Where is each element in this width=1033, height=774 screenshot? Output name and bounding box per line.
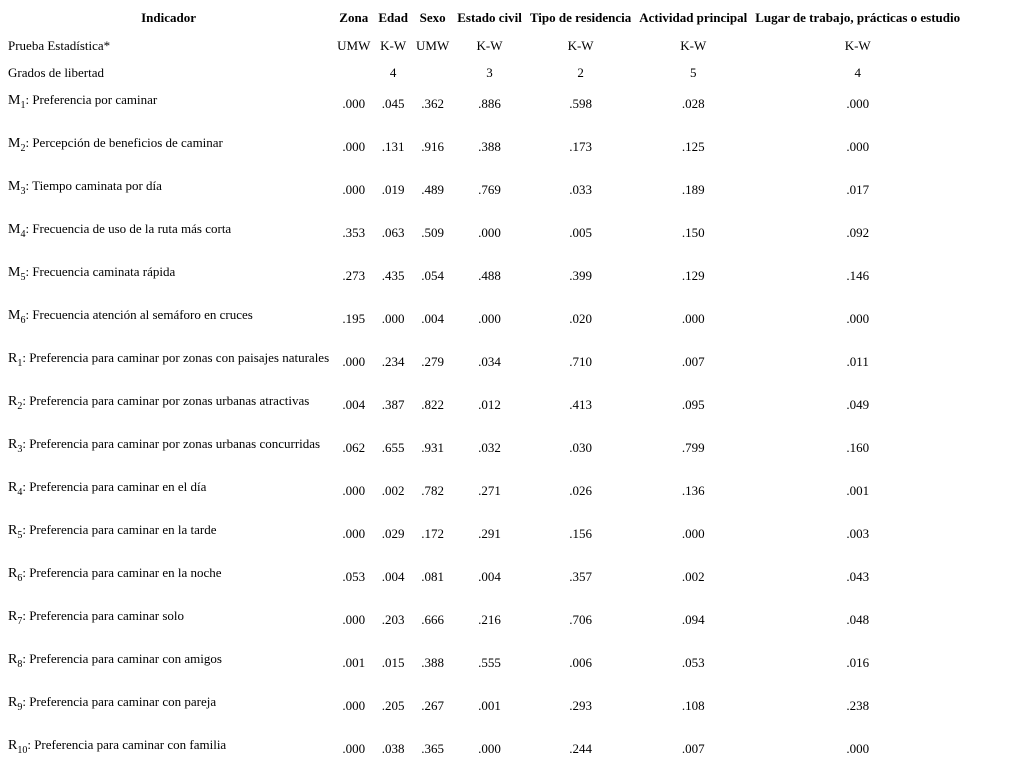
table-row xyxy=(4,344,964,387)
p-value-cell: .092 xyxy=(846,225,870,240)
p-value-cell: .012 xyxy=(478,397,501,412)
p-value-cell: .156 xyxy=(569,526,592,541)
p-value-cell: .029 xyxy=(381,526,405,541)
p-value-cell: .267 xyxy=(421,698,444,713)
p-value-cell: .000 xyxy=(342,612,366,627)
p-value-cell: .388 xyxy=(478,139,501,154)
indicator-letter: R xyxy=(8,480,18,495)
header-lugar-trabajo: Lugar de trabajo, prácticas o estudio xyxy=(755,10,961,25)
df-row-label: Grados de libertad xyxy=(8,64,105,80)
indicator-subscript: 4 xyxy=(17,487,23,498)
df-cell: 3 xyxy=(486,64,493,80)
p-value-cell: .049 xyxy=(846,397,870,412)
header-row xyxy=(4,4,964,32)
p-value-cell: .365 xyxy=(421,741,444,756)
test-cell: UMW xyxy=(337,37,371,53)
df-cell: 2 xyxy=(577,64,584,80)
p-value-cell: .916 xyxy=(421,139,444,154)
p-value-cell: .000 xyxy=(846,96,870,111)
indicator-letter: R xyxy=(8,652,18,667)
indicator-text: : Preferencia para caminar solo xyxy=(22,608,185,623)
p-value-cell: .509 xyxy=(421,225,444,240)
table-row xyxy=(4,473,964,516)
p-value-cell: .666 xyxy=(421,612,444,627)
test-cell: K-W xyxy=(844,37,871,53)
indicator-code xyxy=(8,609,23,627)
indicator-label xyxy=(4,559,333,602)
p-value-cell: .782 xyxy=(421,483,444,498)
indicator-text: : Percepción de beneficios de caminar xyxy=(25,135,223,150)
p-value-cell: .273 xyxy=(342,268,366,283)
p-value-cell: .799 xyxy=(681,440,705,455)
p-value-cell: .205 xyxy=(381,698,405,713)
table-row xyxy=(4,301,964,344)
indicator-text: : Preferencia para caminar en el día xyxy=(22,479,207,494)
indicator-letter: M xyxy=(8,222,21,237)
indicator-code xyxy=(8,738,28,756)
indicator-label xyxy=(4,86,333,129)
indicator-text: : Preferencia para caminar con familia xyxy=(27,737,227,752)
p-value-cell: .931 xyxy=(421,440,444,455)
indicator-subscript: 6 xyxy=(20,315,26,326)
indicator-label xyxy=(4,516,333,559)
p-value-cell: .271 xyxy=(478,483,501,498)
table-row xyxy=(4,559,964,602)
indicator-label xyxy=(4,387,333,430)
p-value-cell: .172 xyxy=(421,526,444,541)
indicator-text: : Preferencia para caminar con pareja xyxy=(22,694,217,709)
test-cell: UMW xyxy=(416,37,450,53)
p-value-cell: .019 xyxy=(381,182,405,197)
p-value-cell: .769 xyxy=(478,182,501,197)
p-value-cell: .279 xyxy=(421,354,444,369)
indicator-letter: M xyxy=(8,93,21,108)
indicator-text: : Frecuencia caminata rápida xyxy=(25,264,176,279)
test-row xyxy=(4,32,964,59)
indicator-letter: M xyxy=(8,136,21,151)
indicator-text: : Preferencia para caminar por zonas con paisajes naturales xyxy=(22,350,330,365)
p-value-cell: .062 xyxy=(342,440,366,455)
df-cell: 4 xyxy=(389,64,397,80)
p-value-cell: .053 xyxy=(342,569,366,584)
p-value-cell: .129 xyxy=(681,268,705,283)
indicator-letter: R xyxy=(8,738,18,753)
table-row xyxy=(4,688,964,731)
indicator-label xyxy=(4,645,333,688)
indicator-letter: M xyxy=(8,308,21,323)
indicator-code xyxy=(8,93,26,111)
table-row xyxy=(4,215,964,258)
indicator-code xyxy=(8,523,23,541)
p-value-cell: .033 xyxy=(569,182,592,197)
indicator-text: : Preferencia para caminar con amigos xyxy=(22,651,222,666)
indicator-code xyxy=(8,308,26,326)
indicator-subscript: 6 xyxy=(17,573,23,584)
p-value-cell: .136 xyxy=(681,483,705,498)
p-value-cell: .435 xyxy=(381,268,405,283)
p-value-cell: .655 xyxy=(381,440,405,455)
indicator-code xyxy=(8,265,26,283)
test-row-label: Prueba Estadística* xyxy=(8,37,111,53)
indicator-subscript: 2 xyxy=(20,143,26,154)
p-value-cell: .000 xyxy=(846,139,870,154)
indicator-letter: M xyxy=(8,179,21,194)
p-value-cell: .000 xyxy=(478,311,501,326)
indicator-text: : Preferencia para caminar por zonas urbanas concurridas xyxy=(22,436,321,451)
indicator-letter: R xyxy=(8,437,18,452)
indicator-code xyxy=(8,437,23,455)
p-value-cell: .002 xyxy=(381,483,405,498)
indicator-code xyxy=(8,566,23,584)
p-value-cell: .048 xyxy=(846,612,870,627)
p-value-cell: .387 xyxy=(381,397,405,412)
table-row xyxy=(4,86,964,129)
indicator-subscript: 1 xyxy=(20,100,26,111)
p-value-cell: .007 xyxy=(681,741,705,756)
indicator-code xyxy=(8,179,26,197)
p-value-cell: .095 xyxy=(681,397,705,412)
p-value-cell: .001 xyxy=(478,698,501,713)
indicator-code xyxy=(8,652,23,670)
test-cell: K-W xyxy=(476,37,503,53)
p-value-cell: .016 xyxy=(846,655,870,670)
header-indicador: Indicador xyxy=(141,10,197,25)
test-cell: K-W xyxy=(380,37,407,53)
p-value-cell: .000 xyxy=(478,741,501,756)
indicator-subscript: 5 xyxy=(17,530,23,541)
p-value-cell: .291 xyxy=(478,526,501,541)
p-value-cell: .000 xyxy=(846,311,870,326)
p-value-cell: .004 xyxy=(478,569,501,584)
table-row xyxy=(4,516,964,559)
p-value-cell: .000 xyxy=(342,741,366,756)
p-value-cell: .160 xyxy=(846,440,870,455)
p-value-cell: .706 xyxy=(569,612,592,627)
indicator-text: : Tiempo caminata por día xyxy=(25,178,162,193)
p-value-cell: .000 xyxy=(681,526,705,541)
indicator-letter: R xyxy=(8,609,18,624)
p-value-cell: .054 xyxy=(421,268,444,283)
indicator-subscript: 2 xyxy=(17,401,23,412)
p-value-cell: .020 xyxy=(569,311,592,326)
p-value-cell: .000 xyxy=(478,225,501,240)
p-value-cell: .015 xyxy=(381,655,405,670)
p-value-cell: .150 xyxy=(681,225,705,240)
header-zona: Zona xyxy=(339,10,369,25)
indicator-label xyxy=(4,430,333,473)
p-value-cell: .399 xyxy=(569,268,592,283)
indicator-text: : Frecuencia atención al semáforo en cruces xyxy=(25,307,253,322)
p-value-cell: .189 xyxy=(681,182,705,197)
p-value-cell: .710 xyxy=(569,354,592,369)
table-row xyxy=(4,430,964,473)
table-row xyxy=(4,387,964,430)
df-cell: 4 xyxy=(854,64,861,80)
p-value-cell: .000 xyxy=(342,354,366,369)
df-row xyxy=(4,59,964,86)
p-value-cell: .000 xyxy=(342,526,366,541)
results-table xyxy=(4,4,964,774)
p-value-cell: .822 xyxy=(421,397,444,412)
indicator-letter: M xyxy=(8,265,21,280)
p-value-cell: .195 xyxy=(342,311,366,326)
p-value-cell: .026 xyxy=(569,483,592,498)
indicator-label xyxy=(4,215,333,258)
p-value-cell: .001 xyxy=(846,483,870,498)
indicator-code xyxy=(8,394,23,412)
indicator-text: : Preferencia para caminar por zonas urbanas atractivas xyxy=(22,393,310,408)
p-value-cell: .017 xyxy=(846,182,870,197)
indicator-letter: R xyxy=(8,351,18,366)
p-value-cell: .234 xyxy=(381,354,405,369)
p-value-cell: .000 xyxy=(381,311,405,326)
p-value-cell: .030 xyxy=(569,440,592,455)
p-value-cell: .028 xyxy=(681,96,705,111)
p-value-cell: .000 xyxy=(342,698,366,713)
p-value-cell: .063 xyxy=(381,225,405,240)
p-value-cell: .000 xyxy=(342,483,366,498)
p-value-cell: .131 xyxy=(381,139,405,154)
indicator-label xyxy=(4,688,333,731)
header-tipo-residencia: Tipo de residencia xyxy=(529,10,632,25)
indicator-label xyxy=(4,258,333,301)
test-cell: K-W xyxy=(567,37,594,53)
p-value-cell: .244 xyxy=(569,741,592,756)
p-value-cell: .081 xyxy=(421,569,444,584)
indicator-subscript: 1 xyxy=(17,358,23,369)
p-value-cell: .038 xyxy=(381,741,405,756)
indicator-label xyxy=(4,172,333,215)
table-row xyxy=(4,129,964,172)
table-row xyxy=(4,731,964,774)
indicator-code xyxy=(8,136,26,154)
indicator-subscript: 8 xyxy=(17,659,23,670)
p-value-cell: .388 xyxy=(421,655,444,670)
p-value-cell: .094 xyxy=(681,612,705,627)
p-value-cell: .886 xyxy=(478,96,501,111)
p-value-cell: .238 xyxy=(846,698,870,713)
df-cell xyxy=(412,59,453,86)
p-value-cell: .003 xyxy=(846,526,870,541)
p-value-cell: .043 xyxy=(846,569,870,584)
p-value-cell: .362 xyxy=(421,96,444,111)
p-value-cell: .293 xyxy=(569,698,592,713)
p-value-cell: .203 xyxy=(381,612,405,627)
indicator-label xyxy=(4,301,333,344)
p-value-cell: .357 xyxy=(569,569,592,584)
indicator-letter: R xyxy=(8,566,18,581)
p-value-cell: .216 xyxy=(478,612,501,627)
p-value-cell: .000 xyxy=(681,311,705,326)
indicator-letter: R xyxy=(8,695,18,710)
p-value-cell: .034 xyxy=(478,354,501,369)
p-value-cell: .108 xyxy=(681,698,705,713)
indicator-code xyxy=(8,351,23,369)
p-value-cell: .007 xyxy=(681,354,705,369)
header-edad: Edad xyxy=(378,10,408,25)
p-value-cell: .488 xyxy=(478,268,501,283)
p-value-cell: .005 xyxy=(569,225,592,240)
p-value-cell: .173 xyxy=(569,139,592,154)
p-value-cell: .032 xyxy=(478,440,501,455)
p-value-cell: .000 xyxy=(342,139,366,154)
header-actividad-principal: Actividad principal xyxy=(639,10,748,25)
p-value-cell: .000 xyxy=(846,741,870,756)
indicator-subscript: 7 xyxy=(17,616,23,627)
table-row xyxy=(4,258,964,301)
p-value-cell: .125 xyxy=(681,139,705,154)
indicator-code xyxy=(8,222,26,240)
indicator-subscript: 10 xyxy=(17,745,28,756)
p-value-cell: .045 xyxy=(381,96,405,111)
indicator-letter: R xyxy=(8,523,18,538)
indicator-text: : Preferencia por caminar xyxy=(25,92,158,107)
p-value-cell: .004 xyxy=(342,397,366,412)
header-sexo: Sexo xyxy=(419,10,446,25)
p-value-cell: .001 xyxy=(342,655,366,670)
indicator-subscript: 9 xyxy=(17,702,23,713)
p-value-cell: .004 xyxy=(421,311,444,326)
table-row xyxy=(4,602,964,645)
p-value-cell: .004 xyxy=(381,569,405,584)
header-estado-civil: Estado civil xyxy=(457,10,522,25)
df-cell xyxy=(333,59,374,86)
p-value-cell: .413 xyxy=(569,397,592,412)
p-value-cell: .053 xyxy=(681,655,705,670)
p-value-cell: .555 xyxy=(478,655,501,670)
indicator-text: : Frecuencia de uso de la ruta más corta xyxy=(25,221,232,236)
indicator-label xyxy=(4,602,333,645)
indicator-text: : Preferencia para caminar en la tarde xyxy=(22,522,217,537)
table-row xyxy=(4,645,964,688)
p-value-cell: .000 xyxy=(342,182,366,197)
indicator-subscript: 3 xyxy=(17,444,23,455)
p-value-cell: .489 xyxy=(421,182,444,197)
p-value-cell: .146 xyxy=(846,268,870,283)
indicator-label xyxy=(4,731,333,774)
indicator-subscript: 5 xyxy=(20,272,26,283)
indicator-letter: R xyxy=(8,394,18,409)
p-value-cell: .598 xyxy=(569,96,592,111)
indicator-subscript: 3 xyxy=(20,186,26,197)
p-value-cell: .006 xyxy=(569,655,592,670)
test-cell: K-W xyxy=(680,37,707,53)
indicator-code xyxy=(8,480,23,498)
p-value-cell: .011 xyxy=(846,354,869,369)
p-value-cell: .000 xyxy=(342,96,366,111)
indicator-label xyxy=(4,129,333,172)
indicator-text: : Preferencia para caminar en la noche xyxy=(22,565,222,580)
p-value-cell: .002 xyxy=(681,569,705,584)
indicator-subscript: 4 xyxy=(20,229,26,240)
df-cell: 5 xyxy=(690,64,697,80)
p-value-cell: .353 xyxy=(342,225,366,240)
indicator-code xyxy=(8,695,23,713)
table-row xyxy=(4,172,964,215)
indicator-label xyxy=(4,473,333,516)
indicator-label xyxy=(4,344,333,387)
